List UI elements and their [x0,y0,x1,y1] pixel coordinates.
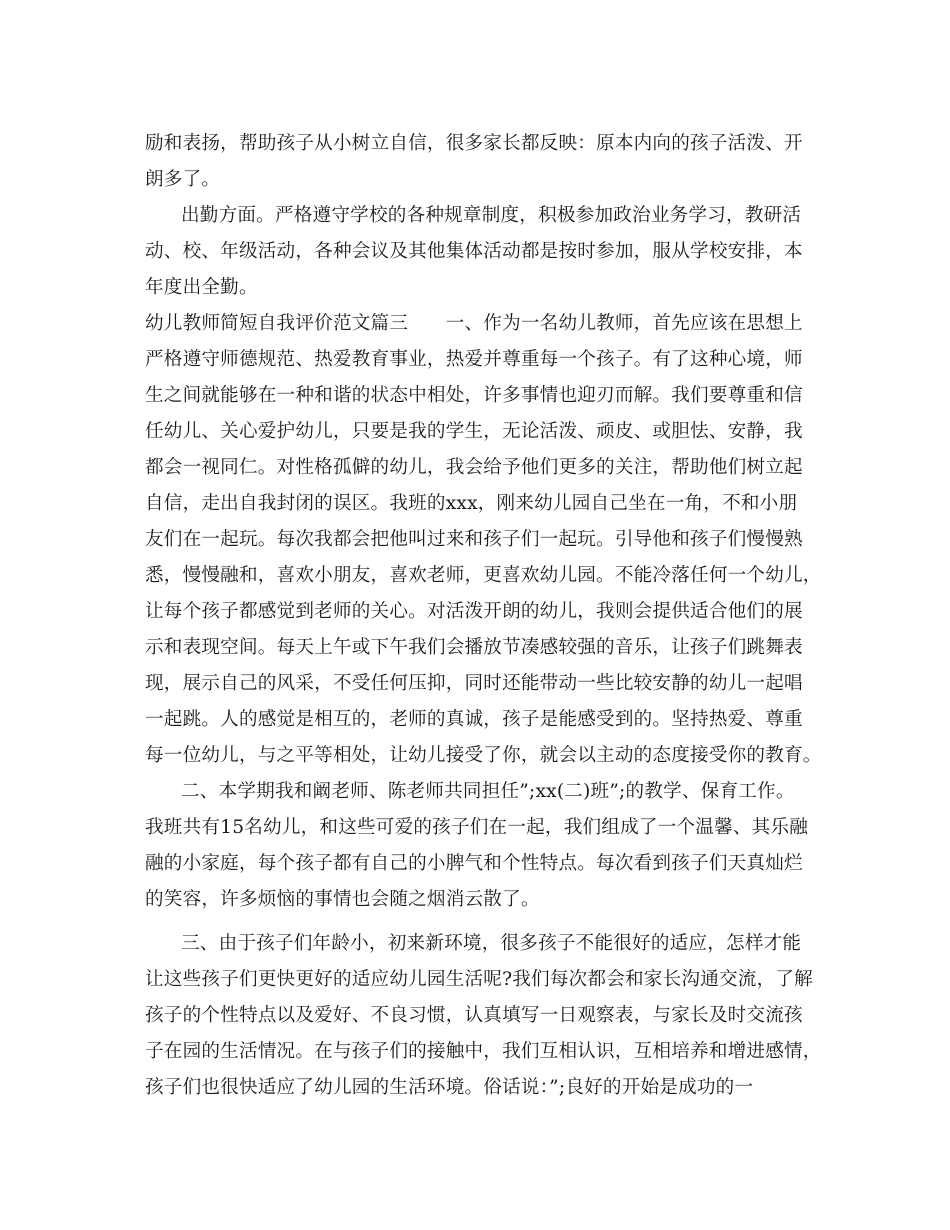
text-line: 二、本学期我和阚老师、陈老师共同担任”;xx(二)班”;的教学、保育工作。 [181,781,795,802]
text-line: 年度出全勤。 [145,277,258,298]
text-line: 一起跳。人的感觉是相互的，老师的真诚，孩子是能感受到的。坚持热爱、尊重 [145,709,803,730]
text-line: 我班共有15名幼儿，和这些可爱的孩子们在一起，我们组成了一个温馨、其乐融 [145,817,809,838]
text-line: 孩子的个性特点以及爱好、不良习惯，认真填写一日观察表，与家长及时交流孩 [145,1005,803,1026]
text-line: 悉，慢慢融和，喜欢小朋友，喜欢老师，更喜欢幼儿园。不能冷落任何一个幼儿， [145,565,822,586]
text-line: 让每个孩子都感觉到老师的关心。对活泼开朗的幼儿，我则会提供适合他们的展 [145,601,803,622]
text-line: 自信，走出自我封闭的误区。我班的xxx，刚来幼儿园自己坐在一角，不和小朋 [145,493,798,514]
text-line: 动、校、年级活动，各种会议及其他集体活动都是按时参加，服从学校安排，本 [145,241,803,262]
text-line: 现，展示自己的风采，不受任何压抑，同时还能带动一些比较安静的幼儿一起唱 [145,673,803,694]
text-line: 每一位幼儿，与之平等相处，让幼儿接受了你，就会以主动的态度接受你的教育。 [145,745,822,766]
text-line: 严格遵守师德规范、热爱教育事业，热爱并尊重每一个孩子。有了这种心境，师 [145,349,803,370]
text-line: 孩子们也很快适应了幼儿园的生活环境。俗话说：”;良好的开始是成功的一 [145,1077,754,1098]
text-line: 幼儿教师简短自我评价范文篇三 一、作为一名幼儿教师，首先应该在思想上 [145,313,803,334]
text-line: 让这些孩子们更快更好的适应幼儿园生活呢?我们每次都会和家长沟通交流，了解 [145,969,813,990]
text-line: 示和表现空间。每天上午或下午我们会播放节凑感较强的音乐，让孩子们跳舞表 [145,637,803,658]
text-line: 朗多了。 [145,169,221,190]
text-line: 生之间就能够在一种和谐的状态中相处，许多事情也迎刃而解。我们要尊重和信 [145,385,803,406]
text-line: 的笑容，许多烦恼的事情也会随之烟消云散了。 [145,889,540,910]
text-line: 融的小家庭，每个孩子都有自己的小脾气和个性特点。每次看到孩子们天真灿烂 [145,853,803,874]
text-line: 出勤方面。严格遵守学校的各种规章制度，积极参加政治业务学习，教研活 [181,205,802,226]
text-line: 子在园的生活情况。在与孩子们的接触中，我们互相认识，互相培养和增进感情， [145,1041,822,1062]
text-line: 都会一视同仁。对性格孤僻的幼儿，我会给予他们更多的关注，帮助他们树立起 [145,457,803,478]
text-line: 友们在一起玩。每次我都会把他叫过来和孩子们一起玩。引导他和孩子们慢慢熟 [145,529,803,550]
text-line: 励和表扬，帮助孩子从小树立自信，很多家长都反映：原本内向的孩子活泼、开 [145,133,803,154]
text-line: 任幼儿、关心爱护幼儿，只要是我的学生，无论活泼、顽皮、或胆怯、安静，我 [145,421,803,442]
text-line: 三、由于孩子们年龄小，初来新环境，很多孩子不能很好的适应，怎样才能 [181,933,802,954]
